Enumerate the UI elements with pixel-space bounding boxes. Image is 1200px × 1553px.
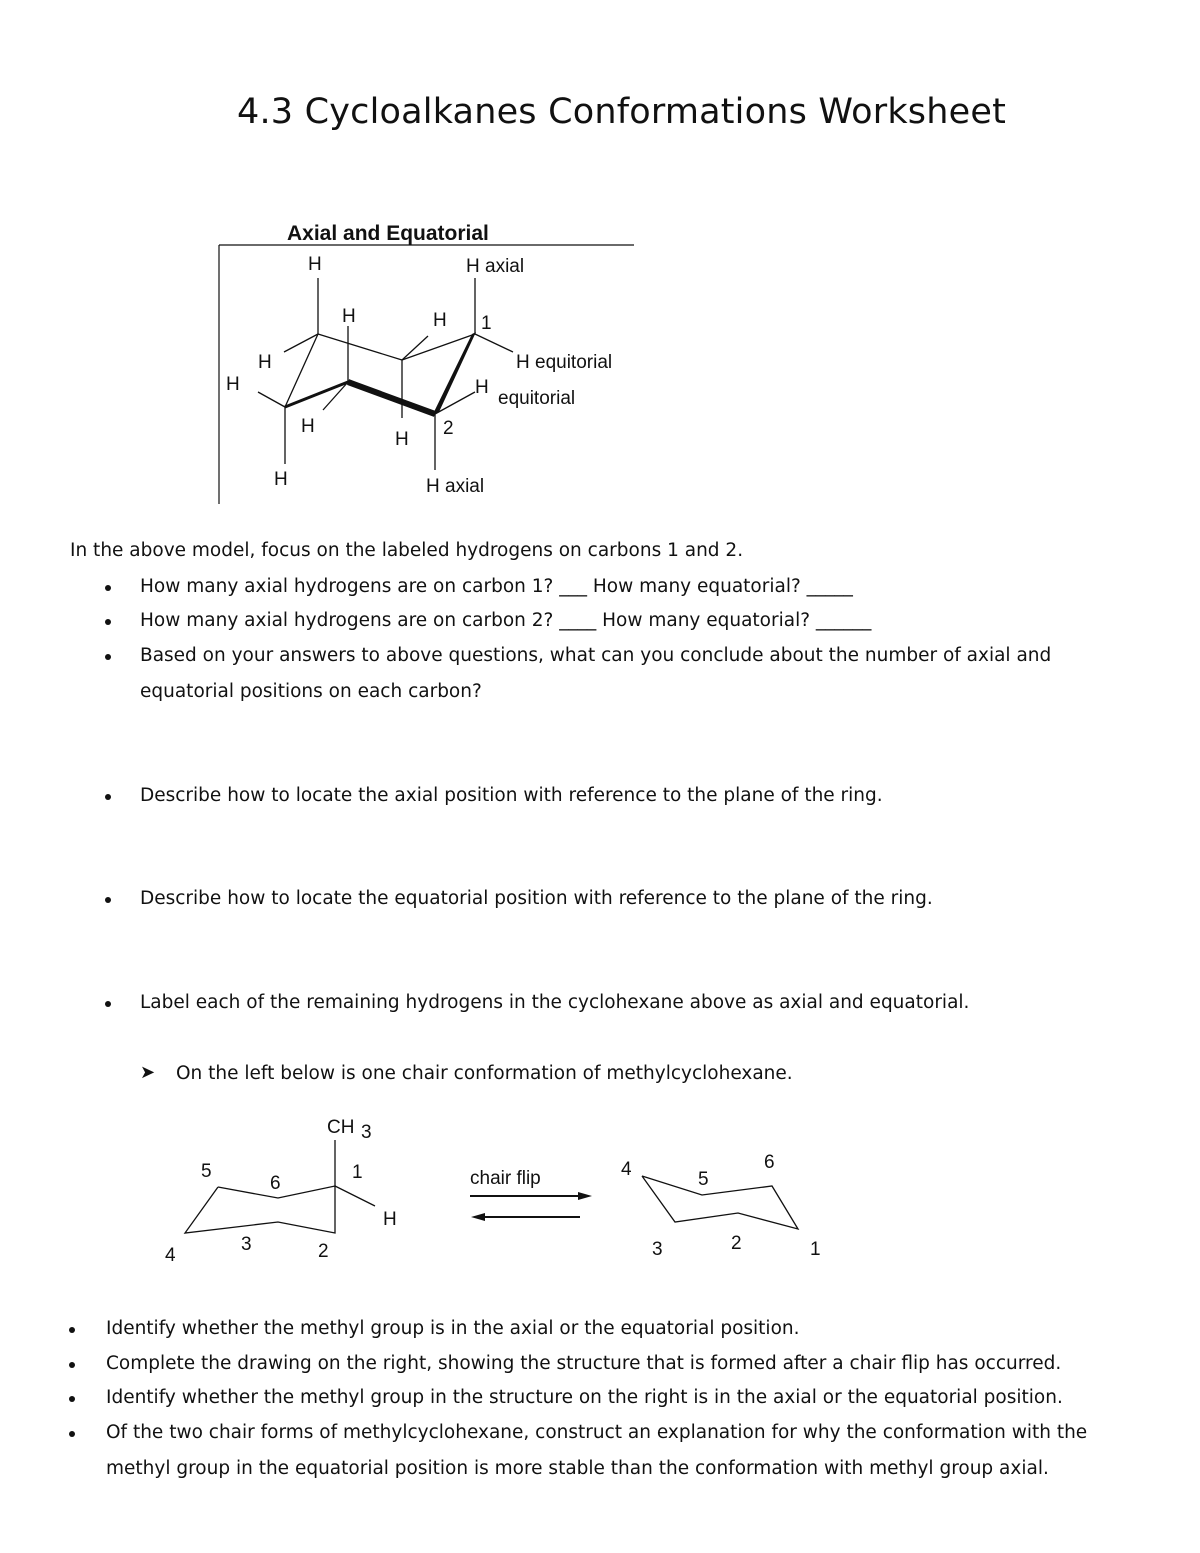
- question-stability: Of the two chair forms of methylcyclohexane, construct an explanation for why the conformation with the: [106, 1422, 1088, 1443]
- svg-text:6: 6: [270, 1173, 281, 1194]
- question-carbon2: How many axial hydrogens are on carbon 2? ____ How many equatorial? ______: [140, 610, 872, 631]
- intro-text: In the above model, focus on the labeled hydrogens on carbons 1 and 2.: [70, 540, 744, 561]
- question-label: Label each of the remaining hydrogens in the cyclohexane above as axial and equatorial.: [140, 992, 970, 1013]
- question-complete-drawing: Complete the drawing on the right, showing the structure that is formed after a chair flip has occurred.: [106, 1353, 1062, 1374]
- bullet: [105, 619, 111, 625]
- svg-text:H: H: [258, 352, 272, 373]
- svg-text:3: 3: [241, 1234, 252, 1255]
- bullet: [105, 585, 111, 591]
- svg-text:H: H: [274, 469, 288, 490]
- bullet: [69, 1431, 75, 1437]
- svg-text:CH: CH: [327, 1117, 355, 1138]
- svg-text:H axial: H axial: [426, 476, 485, 497]
- svg-text:4: 4: [621, 1159, 632, 1180]
- svg-text:2: 2: [318, 1241, 329, 1262]
- question-methyl-position: Identify whether the methyl group is in the axial or the equatorial position.: [106, 1318, 800, 1339]
- question-right-methyl: Identify whether the methyl group in the structure on the right is in the axial or the equatorial position.: [106, 1387, 1063, 1408]
- svg-text:3: 3: [361, 1122, 372, 1143]
- svg-text:3: 3: [652, 1239, 663, 1260]
- svg-text:chair flip: chair flip: [470, 1168, 541, 1189]
- bullet: [105, 1001, 111, 1007]
- bullet: [69, 1396, 75, 1402]
- figure-heading: Axial and Equatorial: [287, 222, 489, 245]
- question-carbon1: How many axial hydrogens are on carbon 1? ___ How many equatorial? _____: [140, 576, 853, 597]
- svg-text:H: H: [342, 306, 356, 327]
- svg-text:2: 2: [731, 1233, 742, 1254]
- svg-text:H: H: [301, 416, 315, 437]
- sub-bullet-text: On the left below is one chair conformation of methylcyclohexane.: [176, 1063, 793, 1084]
- bullet: [105, 897, 111, 903]
- page-title: 4.3 Cycloalkanes Conformations Worksheet: [237, 92, 1006, 132]
- svg-text:H equitorial: H equitorial: [516, 352, 613, 373]
- svg-text:2: 2: [443, 418, 454, 439]
- svg-text:equitorial: equitorial: [498, 388, 576, 409]
- svg-text:1: 1: [481, 313, 492, 334]
- svg-text:H: H: [383, 1209, 397, 1230]
- question-stability-cont: methyl group in the equatorial position is more stable than the conformation with methyl group axial.: [106, 1458, 1049, 1479]
- svg-text:H: H: [308, 254, 322, 275]
- svg-text:1: 1: [352, 1162, 363, 1183]
- question-conclude: Based on your answers to above questions, what can you conclude about the number of axial and: [140, 645, 1052, 666]
- bullet: [105, 654, 111, 660]
- svg-text:5: 5: [201, 1161, 212, 1182]
- question-axial: Describe how to locate the axial position with reference to the plane of the ring.: [140, 785, 883, 806]
- question-conclude-cont: equatorial positions on each carbon?: [140, 681, 482, 702]
- bullet: [69, 1327, 75, 1333]
- svg-text:H axial: H axial: [466, 256, 525, 277]
- svg-text:H: H: [475, 377, 489, 398]
- svg-text:6: 6: [764, 1152, 775, 1173]
- svg-text:H: H: [433, 310, 447, 331]
- bullet: [69, 1362, 75, 1368]
- bullet: [105, 794, 111, 800]
- chair-flip-diagram: [150, 1100, 850, 1280]
- svg-text:4: 4: [165, 1245, 176, 1266]
- svg-text:5: 5: [698, 1169, 709, 1190]
- arrow-bullet-icon: ➤: [140, 1062, 156, 1083]
- question-equatorial: Describe how to locate the equatorial position with reference to the plane of the ring.: [140, 888, 933, 909]
- svg-text:H: H: [395, 429, 409, 450]
- svg-text:H: H: [226, 374, 240, 395]
- axial-equatorial-diagram: [210, 212, 650, 512]
- svg-text:1: 1: [810, 1239, 821, 1260]
